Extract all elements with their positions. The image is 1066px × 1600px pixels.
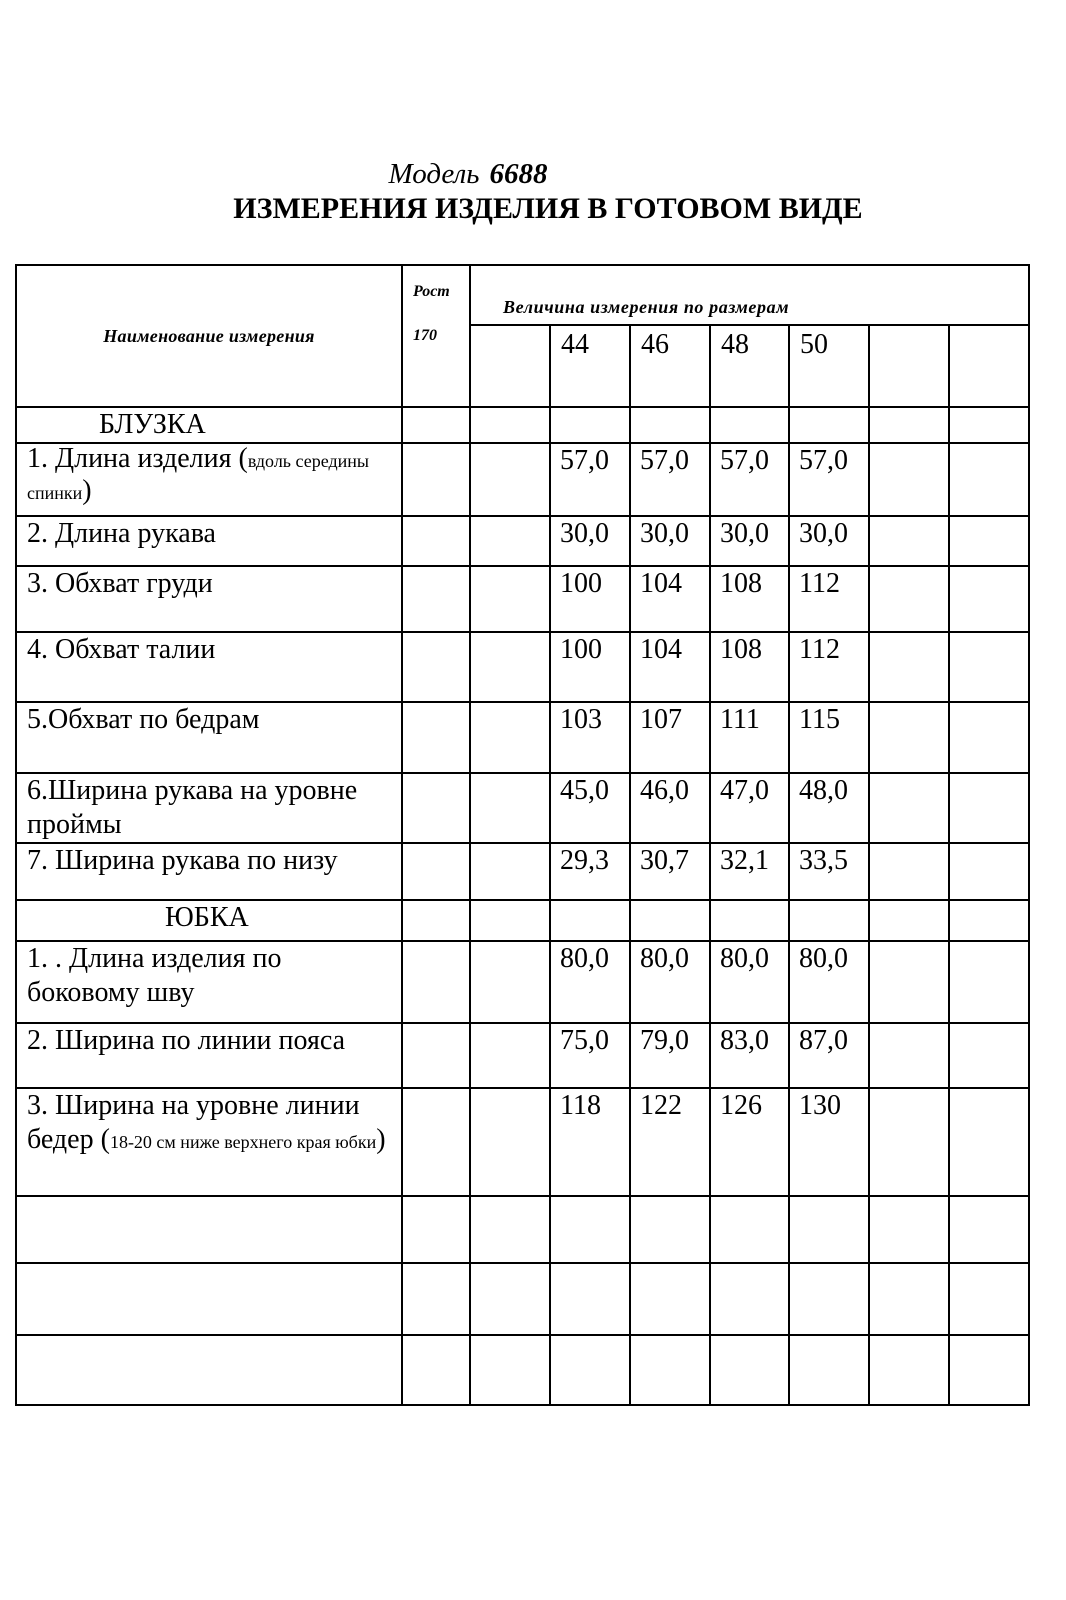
value-cell: 103 [550,702,630,773]
value-cell: 111 [710,702,789,773]
value-cell: 100 [550,566,630,632]
measure-name: 2. Ширина по линии пояса [16,1023,402,1088]
value-cell: 80,0 [550,941,630,1023]
value-cell: 126 [710,1088,789,1196]
measure-name: 1. Длина изделия (вдоль середины спинки) [16,443,402,516]
model-label-text: Модель [388,158,480,190]
empty-row [16,1196,1029,1263]
value-cell: 115 [789,702,869,773]
value-cell: 48,0 [789,773,869,843]
measurements-table [15,264,1030,1406]
table-row [16,632,1029,702]
value-cell: 104 [630,566,710,632]
section-blouse: БЛУЗКА [16,407,402,443]
value-cell: 100 [550,632,630,702]
value-cell: 32,1 [710,843,789,900]
table-row [16,1088,1029,1196]
value-cell: 30,0 [789,516,869,566]
page-title: ИЗМЕРЕНИЯ ИЗДЕЛИЯ В ГОТОВОМ ВИДЕ [233,192,863,225]
value-cell: 47,0 [710,773,789,843]
table-row [16,1023,1029,1088]
measure-name: 7. Ширина рукава по низу [16,843,402,900]
value-cell: 130 [789,1088,869,1196]
size-cell: 48 [710,325,789,407]
value-cell: 80,0 [789,941,869,1023]
size-cell: 46 [630,325,710,407]
table-row [16,773,1029,843]
value-cell: 57,0 [789,443,869,516]
value-cell: 108 [710,632,789,702]
value-cell: 30,0 [710,516,789,566]
header-row [16,265,1029,325]
value-cell: 46,0 [630,773,710,843]
empty-row [16,1263,1029,1335]
value-cell: 75,0 [550,1023,630,1088]
measure-name: 1. . Длина изделия по боковому шву [16,941,402,1023]
measure-name: 4. Обхват талии [16,632,402,702]
measure-name: 5.Обхват по бедрам [16,702,402,773]
value-cell: 118 [550,1088,630,1196]
value-cell: 83,0 [710,1023,789,1088]
height-header [402,265,470,407]
value-cell: 30,0 [630,516,710,566]
table-row [16,702,1029,773]
value-cell: 33,5 [789,843,869,900]
col-name-header: Наименование измерения [16,265,402,407]
value-cell: 57,0 [550,443,630,516]
value-cell: 80,0 [630,941,710,1023]
value-cell: 30,7 [630,843,710,900]
value-cell: 57,0 [630,443,710,516]
size-cell: 44 [550,325,630,407]
value-cell: 112 [789,632,869,702]
value-cell: 107 [630,702,710,773]
measure-name: 3. Ширина на уровне линии бедер (18-20 см ниже верхнего края юбки) [16,1088,402,1196]
value-cell: 57,0 [710,443,789,516]
value-cell: 87,0 [789,1023,869,1088]
measure-name: 2. Длина рукава [16,516,402,566]
sizes-header: Величина измерения по размерам [470,265,1029,325]
value-cell: 79,0 [630,1023,710,1088]
table-row [16,516,1029,566]
value-cell: 112 [789,566,869,632]
table-row [16,443,1029,516]
value-cell: 80,0 [710,941,789,1023]
table-row [16,941,1029,1023]
measure-name: 3. Обхват груди [16,566,402,632]
height-label: Рост [413,283,450,300]
size-cell: 50 [789,325,869,407]
empty-cell [869,325,949,407]
height-value: 170 [413,327,437,344]
section-skirt: ЮБКА [16,900,402,941]
empty-row [16,1335,1029,1405]
empty-cell [949,325,1029,407]
section-row [16,900,1029,941]
value-cell: 30,0 [550,516,630,566]
value-cell: 122 [630,1088,710,1196]
value-cell: 29,3 [550,843,630,900]
value-cell: 104 [630,632,710,702]
model-number: 6688 [489,158,548,190]
section-row [16,407,1029,443]
empty-cell [470,325,550,407]
value-cell: 108 [710,566,789,632]
measure-name: 6.Ширина рукава на уровне проймы [16,773,402,843]
table-row [16,566,1029,632]
model-label [0,158,1001,191]
table-row [16,843,1029,900]
value-cell: 45,0 [550,773,630,843]
